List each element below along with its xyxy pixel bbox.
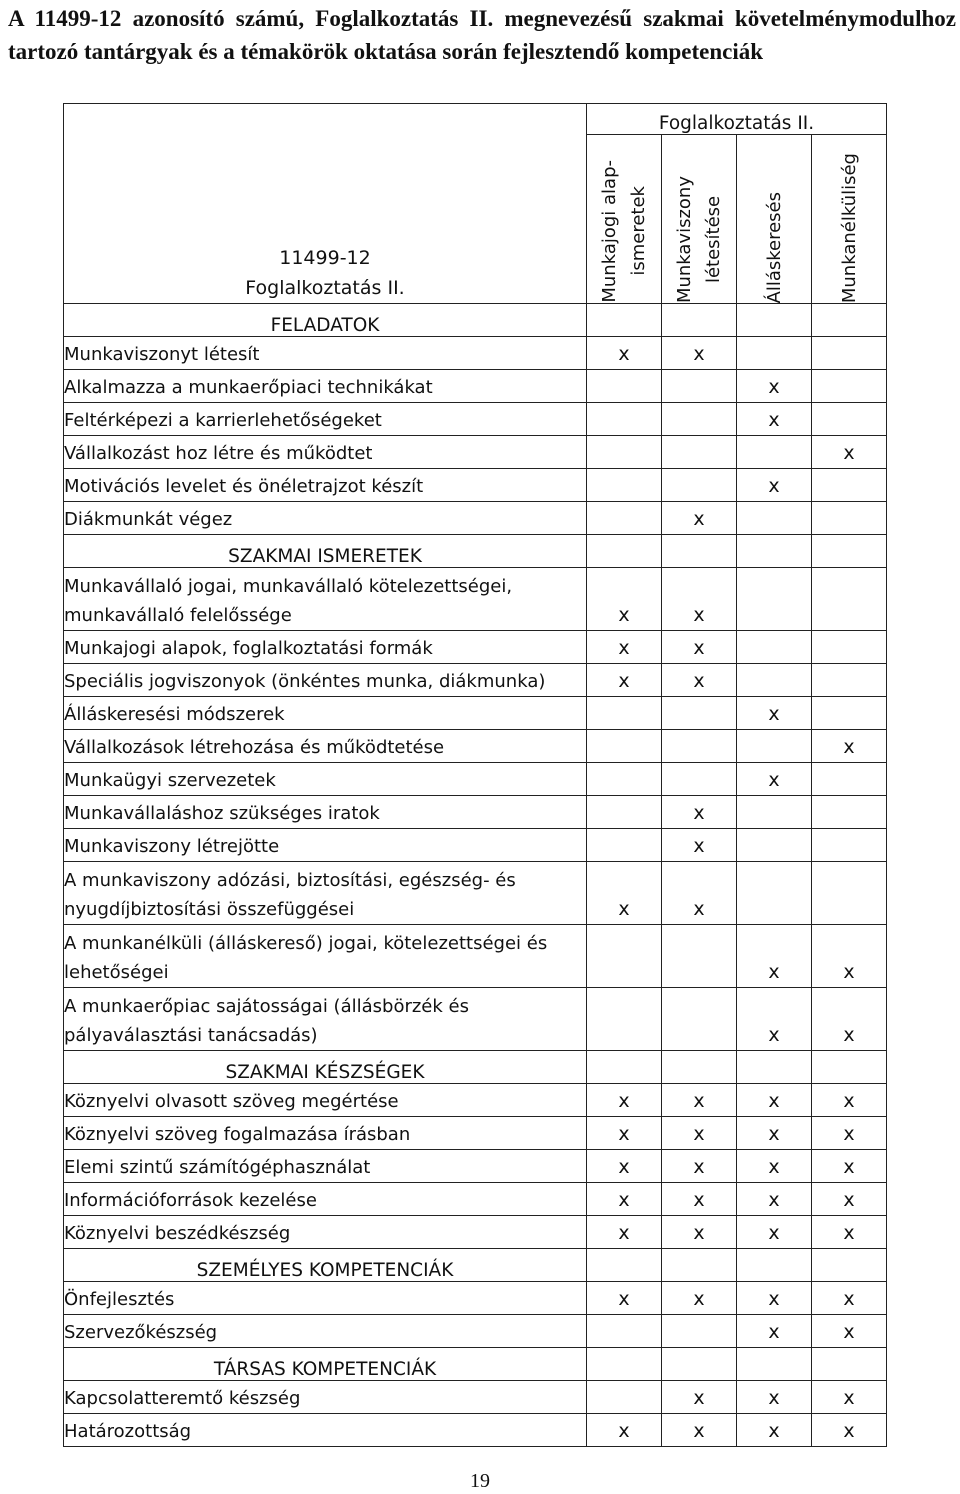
empty-cell <box>662 1348 737 1381</box>
mark-cell: x <box>812 925 887 988</box>
mark-cell: x <box>737 1150 812 1183</box>
page-number: 19 <box>470 1470 490 1492</box>
mark-cell <box>737 502 812 535</box>
table-row <box>64 796 887 829</box>
row-label: Köznyelvi beszédkészség <box>64 1216 587 1249</box>
mark-cell <box>587 925 662 988</box>
mark-cell <box>587 436 662 469</box>
mark-cell: x <box>662 796 737 829</box>
table-row <box>64 1414 887 1447</box>
mark-cell: x <box>812 1216 887 1249</box>
mark-cell <box>737 862 812 925</box>
table-row <box>64 337 887 370</box>
column-header-label: Álláskeresés <box>763 191 785 303</box>
table-row <box>64 763 887 796</box>
mark-cell: x <box>812 1084 887 1117</box>
mark-cell <box>587 370 662 403</box>
row-label: Munkavállaláshoz szükséges iratok <box>64 796 587 829</box>
mark-cell <box>587 730 662 763</box>
table-row <box>64 631 887 664</box>
table-row <box>64 1183 887 1216</box>
mark-cell <box>812 631 887 664</box>
mark-cell: x <box>737 697 812 730</box>
column-header-label: Munkanélküliség <box>838 152 860 303</box>
row-label: Információforrások kezelése <box>64 1183 587 1216</box>
table-row <box>64 1282 887 1315</box>
row-label: A munkaerőpiac sajátosságai (állásbörzék és pályaválasztási tanácsadás) <box>64 988 587 1051</box>
mark-cell: x <box>662 1216 737 1249</box>
mark-cell <box>812 337 887 370</box>
mark-cell: x <box>587 1183 662 1216</box>
row-label: Kapcsolatteremtő készség <box>64 1381 587 1414</box>
mark-cell: x <box>662 1150 737 1183</box>
mark-cell: x <box>812 988 887 1051</box>
mark-cell: x <box>662 337 737 370</box>
empty-cell <box>662 304 737 337</box>
row-label: Munkaviszonyt létesít <box>64 337 587 370</box>
empty-cell <box>662 1249 737 1282</box>
section-title: FELADATOK <box>64 304 587 337</box>
mark-cell: x <box>662 1183 737 1216</box>
row-label: Alkalmazza a munkaerőpiaci technikákat <box>64 370 587 403</box>
row-label: Elemi szintű számítógéphasználat <box>64 1150 587 1183</box>
mark-cell: x <box>812 1150 887 1183</box>
column-header-label: Munkajogi alap- ismeretek <box>599 160 649 303</box>
table-row <box>64 502 887 535</box>
mark-cell: x <box>812 730 887 763</box>
competency-table <box>63 103 887 1447</box>
empty-cell <box>737 535 812 568</box>
mark-cell: x <box>587 337 662 370</box>
mark-cell: x <box>737 1315 812 1348</box>
table-row <box>64 697 887 730</box>
row-label: Vállalkozást hoz létre és működtet <box>64 436 587 469</box>
mark-cell <box>662 763 737 796</box>
mark-cell: x <box>737 403 812 436</box>
mark-cell: x <box>662 631 737 664</box>
empty-cell <box>662 1051 737 1084</box>
column-header-label: Munkaviszony létesítése <box>674 175 724 303</box>
module-code: 11499-12 <box>279 247 371 269</box>
mark-cell: x <box>662 502 737 535</box>
mark-cell <box>737 730 812 763</box>
empty-cell <box>812 1051 887 1084</box>
row-label: A munkanélküli (álláskereső) jogai, kötelezettségei és lehetőségei <box>64 925 587 988</box>
subject-group-header: Foglalkoztatás II. <box>587 104 887 135</box>
mark-cell: x <box>587 1414 662 1447</box>
mark-cell: x <box>737 1183 812 1216</box>
mark-cell: x <box>662 862 737 925</box>
row-label: Szervezőkészség <box>64 1315 587 1348</box>
mark-cell: x <box>812 1282 887 1315</box>
mark-cell <box>662 469 737 502</box>
section-title: SZAKMAI ISMERETEK <box>64 535 587 568</box>
row-label: Köznyelvi olvasott szöveg megértése <box>64 1084 587 1117</box>
empty-cell <box>737 1249 812 1282</box>
row-label: Munkavállaló jogai, munkavállaló kötelezettségei, munkavállaló felelőssége <box>64 568 587 631</box>
mark-cell <box>737 664 812 697</box>
mark-cell: x <box>737 469 812 502</box>
mark-cell: x <box>812 1117 887 1150</box>
empty-cell <box>587 535 662 568</box>
table-row <box>64 370 887 403</box>
mark-cell <box>662 730 737 763</box>
mark-cell <box>737 829 812 862</box>
table-row <box>64 1315 887 1348</box>
mark-cell: x <box>587 631 662 664</box>
mark-cell <box>587 796 662 829</box>
mark-cell: x <box>587 568 662 631</box>
mark-cell <box>812 568 887 631</box>
mark-cell: x <box>587 1084 662 1117</box>
column-header <box>812 135 887 304</box>
mark-cell: x <box>587 862 662 925</box>
mark-cell <box>587 1381 662 1414</box>
mark-cell <box>812 469 887 502</box>
mark-cell: x <box>737 1282 812 1315</box>
mark-cell <box>587 763 662 796</box>
row-label: Köznyelvi szöveg fogalmazása írásban <box>64 1117 587 1150</box>
table-row <box>64 436 887 469</box>
table-row <box>64 1381 887 1414</box>
table-row <box>64 664 887 697</box>
table-row <box>64 469 887 502</box>
mark-cell <box>812 697 887 730</box>
table-row <box>64 730 887 763</box>
mark-cell: x <box>812 436 887 469</box>
section-row <box>64 1249 887 1282</box>
table-row <box>64 1084 887 1117</box>
mark-cell <box>662 1315 737 1348</box>
module-header-cell <box>64 104 587 304</box>
table-row <box>64 862 887 925</box>
mark-cell <box>662 436 737 469</box>
table-row <box>64 1216 887 1249</box>
mark-cell: x <box>662 1381 737 1414</box>
table-row <box>64 925 887 988</box>
mark-cell: x <box>737 925 812 988</box>
mark-cell: x <box>662 568 737 631</box>
mark-cell: x <box>662 829 737 862</box>
section-title: SZAKMAI KÉSZSÉGEK <box>64 1051 587 1084</box>
mark-cell: x <box>812 1414 887 1447</box>
mark-cell <box>662 697 737 730</box>
mark-cell <box>587 988 662 1051</box>
mark-cell <box>587 469 662 502</box>
mark-cell: x <box>737 1084 812 1117</box>
mark-cell: x <box>737 988 812 1051</box>
table-row <box>64 1150 887 1183</box>
empty-cell <box>737 1051 812 1084</box>
mark-cell: x <box>662 664 737 697</box>
empty-cell <box>812 535 887 568</box>
section-title: SZEMÉLYES KOMPETENCIÁK <box>64 1249 587 1282</box>
mark-cell <box>812 829 887 862</box>
mark-cell <box>812 862 887 925</box>
row-label: Feltérképezi a karrierlehetőségeket <box>64 403 587 436</box>
mark-cell <box>737 796 812 829</box>
column-header <box>737 135 812 304</box>
row-label: Önfejlesztés <box>64 1282 587 1315</box>
empty-cell <box>587 1051 662 1084</box>
section-row <box>64 1348 887 1381</box>
mark-cell <box>737 436 812 469</box>
empty-cell <box>737 304 812 337</box>
mark-cell: x <box>737 370 812 403</box>
mark-cell: x <box>812 1315 887 1348</box>
mark-cell <box>662 988 737 1051</box>
mark-cell <box>587 1315 662 1348</box>
mark-cell: x <box>812 1381 887 1414</box>
mark-cell <box>812 664 887 697</box>
table-row <box>64 829 887 862</box>
mark-cell <box>737 337 812 370</box>
row-label: Álláskeresési módszerek <box>64 697 587 730</box>
column-header <box>587 135 662 304</box>
mark-cell: x <box>587 664 662 697</box>
table-row <box>64 403 887 436</box>
mark-cell <box>812 763 887 796</box>
mark-cell <box>587 697 662 730</box>
empty-cell <box>812 1348 887 1381</box>
mark-cell <box>812 403 887 436</box>
column-header <box>662 135 737 304</box>
mark-cell: x <box>737 763 812 796</box>
section-row <box>64 535 887 568</box>
mark-cell <box>587 829 662 862</box>
mark-cell: x <box>737 1381 812 1414</box>
mark-cell: x <box>587 1117 662 1150</box>
row-label: Diákmunkát végez <box>64 502 587 535</box>
row-label: Határozottság <box>64 1414 587 1447</box>
mark-cell <box>587 502 662 535</box>
empty-cell <box>587 1348 662 1381</box>
mark-cell: x <box>662 1117 737 1150</box>
mark-cell <box>812 502 887 535</box>
table-row <box>64 988 887 1051</box>
section-title: TÁRSAS KOMPETENCIÁK <box>64 1348 587 1381</box>
mark-cell <box>812 370 887 403</box>
page-heading: A 11499-12 azonosító számú, Foglalkoztatás II. megnevezésű szakmai követelménymodulhoz tartozó tantárgyak és a témakörök oktatása során fejlesztendő kompetenciák <box>8 6 956 64</box>
empty-cell <box>587 304 662 337</box>
mark-cell: x <box>587 1282 662 1315</box>
mark-cell <box>812 796 887 829</box>
section-row <box>64 304 887 337</box>
mark-cell <box>737 631 812 664</box>
mark-cell: x <box>662 1414 737 1447</box>
mark-cell: x <box>662 1084 737 1117</box>
row-label: A munkaviszony adózási, biztosítási, egészség- és nyugdíjbiztosítási összefüggései <box>64 862 587 925</box>
mark-cell: x <box>662 1282 737 1315</box>
row-label: Munkajogi alapok, foglalkoztatási formák <box>64 631 587 664</box>
mark-cell <box>737 568 812 631</box>
row-label: Munkaviszony létrejötte <box>64 829 587 862</box>
mark-cell: x <box>737 1216 812 1249</box>
table-row <box>64 568 887 631</box>
row-label: Munkaügyi szervezetek <box>64 763 587 796</box>
empty-cell <box>812 304 887 337</box>
empty-cell <box>587 1249 662 1282</box>
table-row <box>64 1117 887 1150</box>
mark-cell <box>662 403 737 436</box>
mark-cell <box>662 925 737 988</box>
mark-cell: x <box>737 1414 812 1447</box>
section-row <box>64 1051 887 1084</box>
mark-cell: x <box>587 1150 662 1183</box>
empty-cell <box>737 1348 812 1381</box>
row-label: Motivációs levelet és önéletrajzot készít <box>64 469 587 502</box>
mark-cell: x <box>812 1183 887 1216</box>
mark-cell: x <box>737 1117 812 1150</box>
mark-cell: x <box>587 1216 662 1249</box>
mark-cell <box>662 370 737 403</box>
mark-cell <box>587 403 662 436</box>
module-name: Foglalkoztatás II. <box>245 277 405 299</box>
row-label: Speciális jogviszonyok (önkéntes munka, diákmunka) <box>64 664 587 697</box>
empty-cell <box>812 1249 887 1282</box>
empty-cell <box>662 535 737 568</box>
row-label: Vállalkozások létrehozása és működtetése <box>64 730 587 763</box>
